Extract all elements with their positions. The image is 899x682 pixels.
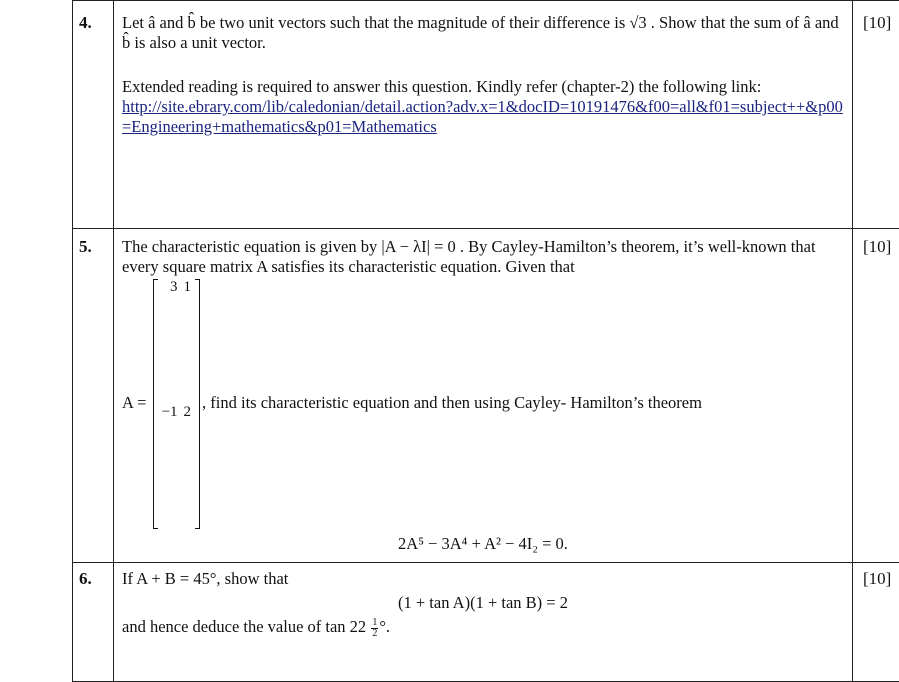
statement-continuation: , find its characteristic equation and then using Cayley- Hamilton’s theorem — [202, 393, 702, 412]
question-marks: [10] — [853, 229, 899, 563]
matrix-line — [122, 279, 844, 529]
question-sheet — [72, 0, 884, 465]
reference-link[interactable]: http://site.ebrary.com/lib/caledonian/detail.action?adv.x=1&docID=10191476&f00=all&f01=subject++&p00=Engineering+mathematics&p01=Mathematics — [122, 97, 844, 137]
question-marks: [10] — [853, 563, 899, 682]
question-statement: Let â and b̂ be two unit vectors such that the magnitude of their difference is √3 . Show that the sum of â and b̂ is also a unit vector. — [122, 13, 844, 53]
matrix-cell: −1 — [159, 404, 181, 529]
question-number: 4. — [73, 1, 114, 229]
deduce-prefix: and hence deduce the value of tan 22 — [122, 617, 366, 636]
question-statement: If A + B = 45°, show that — [122, 569, 844, 589]
extended-reading-note: Extended reading is required to answer this question. Kindly refer (chapter-2) the following link: — [122, 77, 844, 97]
deduce-suffix: °. — [379, 617, 390, 636]
matrix-cell: 1 — [181, 279, 195, 404]
question-body — [114, 1, 853, 229]
fraction-denominator: 2 — [371, 629, 378, 639]
cayley-hamilton-equation: 2A⁵ − 3A⁴ + A² − 4I₂ = 0. — [122, 534, 844, 554]
question-row-5 — [73, 229, 899, 563]
questions-table — [72, 0, 899, 682]
question-body — [114, 563, 853, 682]
question-number: 6. — [73, 563, 114, 682]
question-body — [114, 229, 853, 563]
matrix-a — [153, 279, 200, 529]
half-fraction — [371, 618, 378, 639]
deduce-line — [122, 617, 844, 639]
question-statement: The characteristic equation is given by |A − λI| = 0 . By Cayley-Hamilton’s theorem, it’s well-known that every square matrix A satisfies its characteristic equation. Given that — [122, 237, 844, 277]
matrix-prefix: A = — [122, 393, 146, 412]
question-number: 5. — [73, 229, 114, 563]
question-row-6 — [73, 563, 899, 682]
question-row-4 — [73, 1, 899, 229]
tangent-identity: (1 + tan A)(1 + tan B) = 2 — [122, 593, 844, 613]
fraction-numerator: 1 — [371, 618, 378, 629]
matrix-cell: 2 — [181, 404, 195, 529]
matrix-cell: 3 — [159, 279, 181, 404]
question-marks: [10] — [853, 1, 899, 229]
